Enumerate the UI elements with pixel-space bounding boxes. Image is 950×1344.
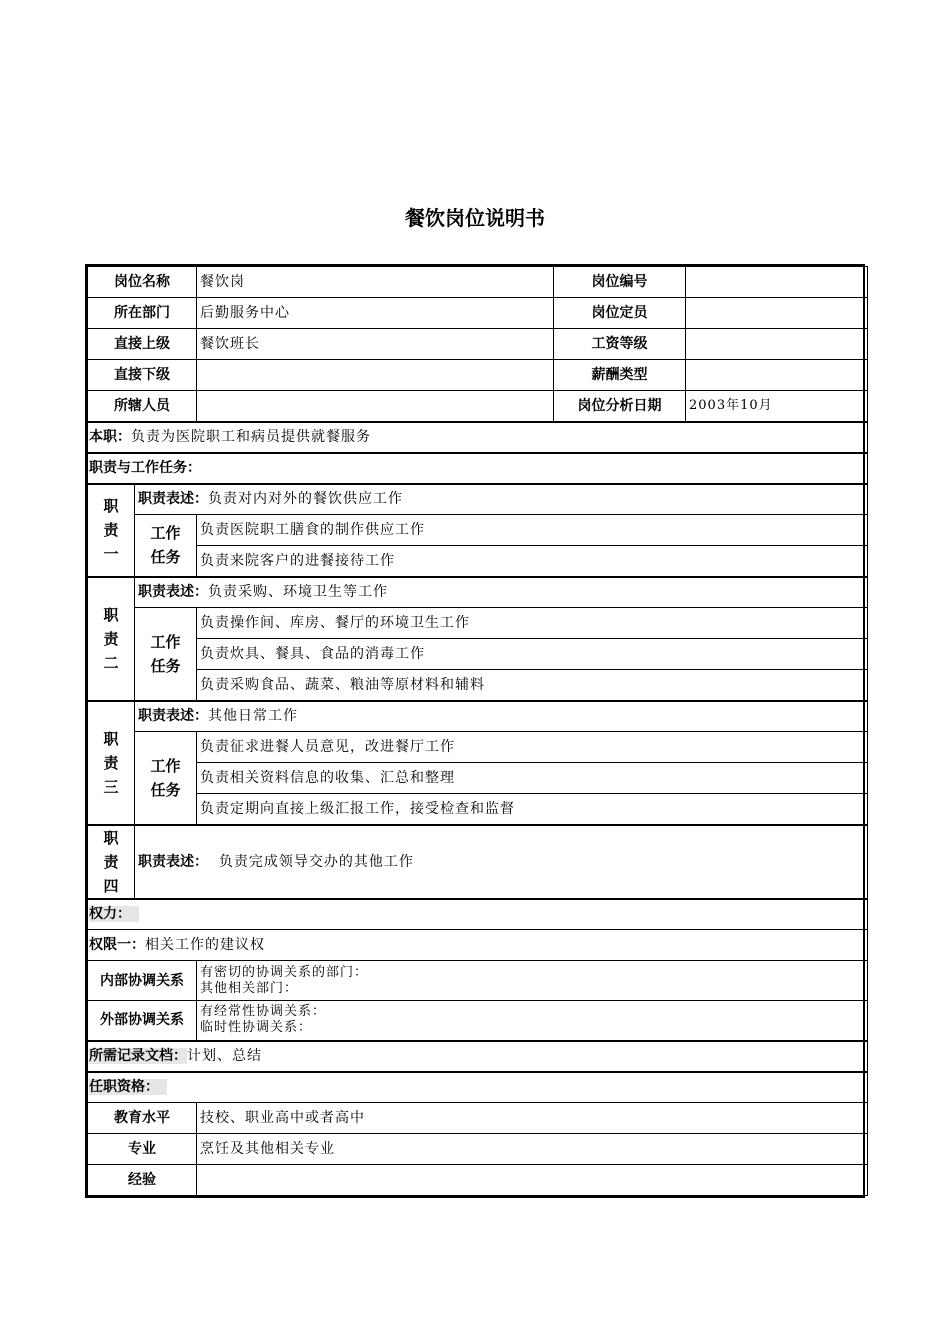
major-row [88,1134,868,1165]
duty-2-task-row-1 [88,608,868,639]
education-value: 技校、职业高中或者高中 [197,1103,868,1134]
qualification-header: 任职资格： [89,1079,167,1095]
duty-1-statement: 负责对内对外的餐饮供应工作 [208,491,403,508]
staff-value [197,391,554,422]
staff-label: 所辖人员 [88,391,197,422]
superior-value: 餐饮班长 [197,329,554,360]
duty-4-statement-label: 职责表述： [138,853,208,870]
post-no-label: 岗位编号 [554,267,686,298]
post-name-value: 餐饮岗 [197,267,554,298]
duty-4-name-text: 职责四 [103,828,119,895]
wage-label: 工资等级 [554,329,686,360]
education-label: 教育水平 [88,1103,197,1134]
duty-1-name [88,484,135,577]
duty-2-statement-label: 职责表述： [138,584,208,601]
post-no-value [686,267,868,298]
duty-3-task-label-text: 工作任务 [150,756,181,799]
duty-1-task-label [135,515,197,577]
dept-value: 后勤服务中心 [197,298,554,329]
internal-line-1: 有密切的协调关系的部门： [200,964,369,980]
duty-1-task-2: 负责来院客户的进餐接待工作 [197,546,868,577]
duty-1-task-1: 负责医院职工膳食的制作供应工作 [197,515,868,546]
duty-3-task-row-3 [88,794,868,825]
post-name-label: 岗位名称 [88,267,197,298]
quota-label: 岗位定员 [554,298,686,329]
limit1-value: 相关工作的建议权 [145,937,265,953]
duty-3-name [88,701,135,825]
duty-4-row [88,825,868,899]
info-row-staff [88,391,868,422]
external-label: 外部协调关系 [88,1001,197,1041]
power-header-row [88,899,868,930]
duty-3-task-2: 负责相关资料信息的收集、汇总和整理 [197,763,868,794]
major-value: 烹饪及其他相关专业 [197,1134,868,1165]
date-label: 岗位分析日期 [554,391,686,422]
major-label: 专业 [88,1134,197,1165]
duty-main-row [88,422,868,453]
duty-3-statement-label: 职责表述： [138,708,208,725]
power-header: 权力： [89,906,139,922]
duty-3-task-3: 负责定期向直接上级汇报工作，接受检查和监督 [197,794,868,825]
limit1-label: 权限一： [89,937,145,953]
duty-1-statement-row [88,484,868,515]
info-row-dept [88,298,868,329]
subordinate-value [197,360,554,391]
duty-2-task-row-3 [88,670,868,701]
duty-2-task-row-2 [88,639,868,670]
duty-4-statement: 负责完成领导交办的其他工作 [218,853,414,870]
external-line-1: 有经常性协调关系： [200,1004,327,1020]
duty-3-task-label [135,732,197,825]
external-line-2: 临时性协调关系： [200,1020,313,1036]
info-row-subordinate [88,360,868,391]
quota-value [686,298,868,329]
info-row-superior [88,329,868,360]
duty-3-name-text: 职责三 [103,729,119,796]
experience-row [88,1165,868,1196]
duty-1-statement-label: 职责表述： [138,491,208,508]
duty-2-task-label-text: 工作任务 [150,632,181,675]
duty-2-task-1: 负责操作间、库房、餐厅的环境卫生工作 [197,608,868,639]
power-limit-row [88,930,868,961]
duty-main-text: 负责为医院职工和病员提供就餐服务 [131,429,371,445]
duties-header: 职责与工作任务： [88,453,868,484]
dept-label: 所在部门 [88,298,197,329]
records-value: 计划、总结 [187,1048,262,1064]
duties-header-row [88,453,868,484]
duty-4-name [88,825,135,899]
duty-3-task-1: 负责征求进餐人员意见，改进餐厅工作 [197,732,868,763]
wage-value [686,329,868,360]
subordinate-label: 直接下级 [88,360,197,391]
internal-line-2: 其他相关部门： [200,980,299,996]
duty-2-statement: 负责采购、环境卫生等工作 [208,584,388,601]
duty-2-name-text: 职责二 [103,605,119,672]
records-row [88,1041,868,1072]
internal-coordination-row [88,961,868,1001]
experience-value [197,1165,868,1196]
duty-2-task-3: 负责采购食品、蔬菜、粮油等原材料和辅料 [197,670,868,701]
superior-label: 直接上级 [88,329,197,360]
job-description-table [85,264,865,1198]
duty-3-statement-row [88,701,868,732]
education-row [88,1103,868,1134]
document-title: 餐饮岗位说明书 [405,206,545,230]
qualification-header-row [88,1072,868,1103]
records-label: 所需记录文档： [89,1048,187,1064]
duty-2-task-label [135,608,197,701]
salary-value [686,360,868,391]
duty-3-statement: 其他日常工作 [208,708,298,725]
duty-3-task-row-1 [88,732,868,763]
salary-label: 薪酬类型 [554,360,686,391]
internal-label: 内部协调关系 [88,961,197,1001]
experience-label: 经验 [88,1165,197,1196]
external-coordination-row [88,1001,868,1041]
duty-1-task-row-2 [88,546,868,577]
duty-1-task-row-1 [88,515,868,546]
date-value: 2003年10月 [686,391,868,422]
duty-2-name [88,577,135,701]
info-row-post-name [88,267,868,298]
duty-2-task-2: 负责炊具、餐具、食品的消毒工作 [197,639,868,670]
duty-3-task-row-2 [88,763,868,794]
duty-main-label: 本职： [89,429,131,445]
duty-1-task-label-text: 工作任务 [150,524,181,567]
duty-2-statement-row [88,577,868,608]
duty-1-name-text: 职责一 [103,497,119,563]
